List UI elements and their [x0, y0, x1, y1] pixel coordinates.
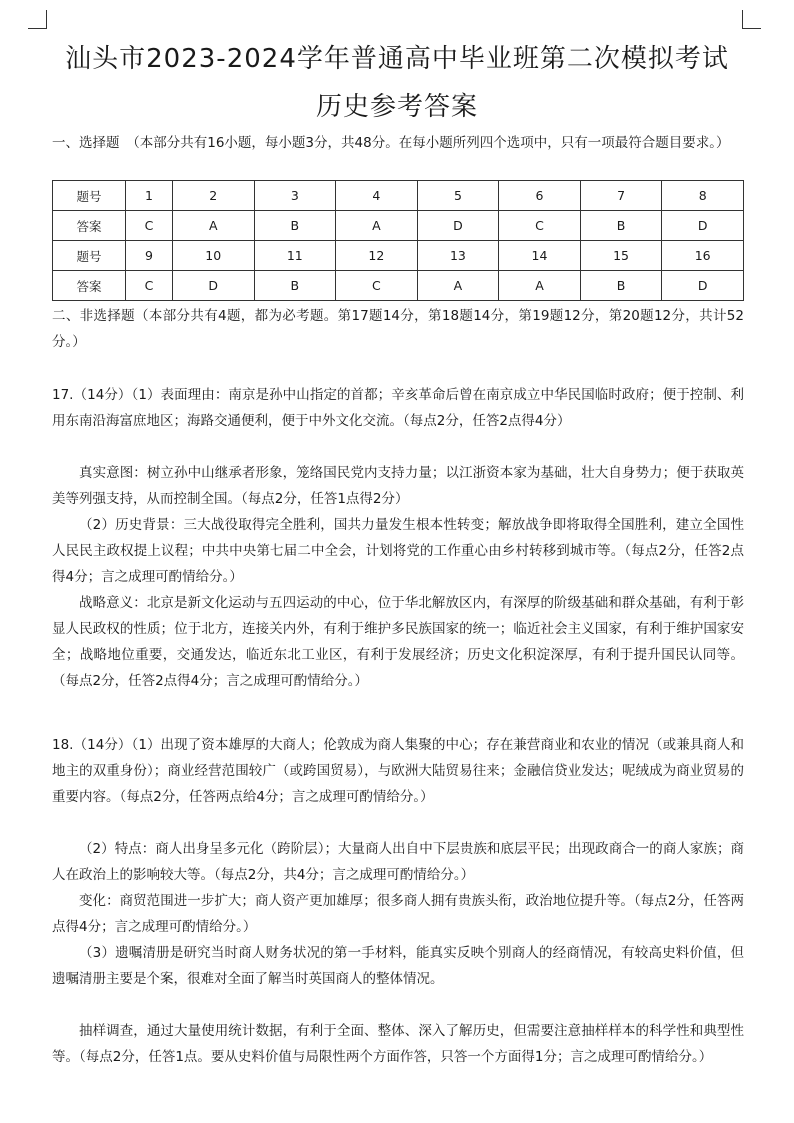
question-number: 12 — [336, 241, 418, 271]
answer-cell: D — [662, 271, 744, 301]
row-label: 答案 — [53, 271, 126, 301]
answer-cell: B — [254, 211, 336, 241]
table-row — [53, 181, 744, 211]
row-label: 题号 — [53, 181, 126, 211]
question-number: 4 — [336, 181, 418, 211]
question-number: 6 — [499, 181, 581, 211]
q18-sampling: 抽样调查，通过大量使用统计数据，有利于全面、整体、深入了解历史，但需要注意抽样样本的科学性和典型性等。（每点2分，任答1点。要从史料价值与局限性两个方面作答，只答一个方面得1分；言之成理可酌情给分。） — [52, 1023, 744, 1065]
q17-significance: 战略意义：北京是新文化运动与五四运动的中心，位于华北解放区内，有深厚的阶级基础和群众基础，有利于彰显人民政权的性质；位于北方，连接关内外，有利于维护多民族国家的统一；临近社会主义国家，有利于维护国家安全；战略地位重要，交通发达，临近东北工业区，有利于发展经济；历史文化积淀深厚，有利于提升国民认同等。（每点2分，任答2点得4分；言之成理可酌情给分。） — [52, 595, 744, 689]
q17-part1: 17.（14分）（1）表面理由：南京是孙中山指定的首都；辛亥革命后曾在南京成立中华民国临时政府；便于控制、利用东南沿海富庶地区；海路交通便利，便于中外文化交流。（每点2分，任答2点得4分） — [52, 387, 744, 429]
q18-part2: （2）特点：商人出身呈多元化（跨阶层）；大量商人出自中下层贵族和底层平民；出现政商合一的商人家族；商人在政治上的影响较大等。（每点2分，共4分；言之成理可酌情给分。） — [52, 841, 744, 883]
question-number: 8 — [662, 181, 744, 211]
answer-cell: C — [126, 211, 173, 241]
answer-cell: D — [662, 211, 744, 241]
question-number: 14 — [499, 241, 581, 271]
answer-cell: C — [126, 271, 173, 301]
row-label: 答案 — [53, 211, 126, 241]
question-number: 11 — [254, 241, 336, 271]
q18-changes: 变化：商贸范围进一步扩大；商人资产更加雄厚；很多商人拥有贵族头衔，政治地位提升等。（每点2分，任答两点得4分；言之成理可酌情给分。） — [52, 893, 744, 935]
answer-cell: C — [499, 211, 581, 241]
question-number: 3 — [254, 181, 336, 211]
question-number: 1 — [126, 181, 173, 211]
question-number: 5 — [417, 181, 499, 211]
answer-cell: A — [499, 271, 581, 301]
q18-part1: 18.（14分）（1）出现了资本雄厚的大商人；伦敦成为商人集聚的中心；存在兼营商业和农业的情况（或兼具商人和地主的双重身份）；商业经营范围较广（或跨国贸易），与欧洲大陆贸易往来；金融信贷业发达；呢绒成为商业贸易的重要内容。（每点2分，任答两点给4分；言之成理可酌情给分。） — [52, 737, 744, 805]
question-number: 16 — [662, 241, 744, 271]
answer-cell: D — [172, 271, 254, 301]
answer-cell: D — [417, 211, 499, 241]
question-number: 9 — [126, 241, 173, 271]
table-row — [53, 271, 744, 301]
answer-cell: A — [417, 271, 499, 301]
answer-cell: B — [580, 211, 662, 241]
row-label: 题号 — [53, 241, 126, 271]
question-number: 2 — [172, 181, 254, 211]
answer-key-title: 历史参考答案 — [315, 92, 478, 122]
section-2-heading: 二、非选择题（本部分共有4题，都为必考题。第17题14分，第18题14分，第19题12分，第20题12分，共计52分。） — [52, 308, 744, 350]
answer-cell: C — [336, 271, 418, 301]
q17-part2: （2）历史背景：三大战役取得完全胜利，国共力量发生根本性转变；解放战争即将取得全国胜利，建立全国性人民民主政权提上议程；中共中央第七届二中全会，计划将党的工作重心由乡村转移到城市等。（每点2分，任答2点得4分；言之成理可酌情给分。） — [52, 517, 744, 585]
q17-intent: 真实意图：树立孙中山继承者形象，笼络国民党内支持力量；以江浙资本家为基础，壮大自身势力；便于获取英美等列强支持，从而控制全国。（每点2分，任答1点得2分） — [52, 465, 744, 507]
q18-part3: （3）遗嘱清册是研究当时商人财务状况的第一手材料，能真实反映个别商人的经商情况，有较高史料价值，但遗嘱清册主要是个案，很难对全面了解当时英国商人的整体情况。 — [52, 945, 744, 987]
table-row — [53, 211, 744, 241]
answer-cell: B — [580, 271, 662, 301]
question-number: 15 — [580, 241, 662, 271]
exam-title: 汕头市2023-2024学年普通高中毕业班第二次模拟考试 — [65, 44, 729, 74]
crop-mark-top-right — [742, 10, 761, 29]
crop-mark-top-left — [28, 10, 47, 29]
table-row — [53, 241, 744, 271]
answer-cell: A — [172, 211, 254, 241]
question-number: 7 — [580, 181, 662, 211]
question-number: 10 — [172, 241, 254, 271]
answer-cell: A — [336, 211, 418, 241]
question-number: 13 — [417, 241, 499, 271]
answer-cell: B — [254, 271, 336, 301]
section-1-heading: 一、选择题 （本部分共有16小题，每小题3分，共48分。在每小题所列四个选项中，只有一项最符合题目要求。） — [52, 135, 730, 151]
answer-table — [52, 180, 744, 301]
